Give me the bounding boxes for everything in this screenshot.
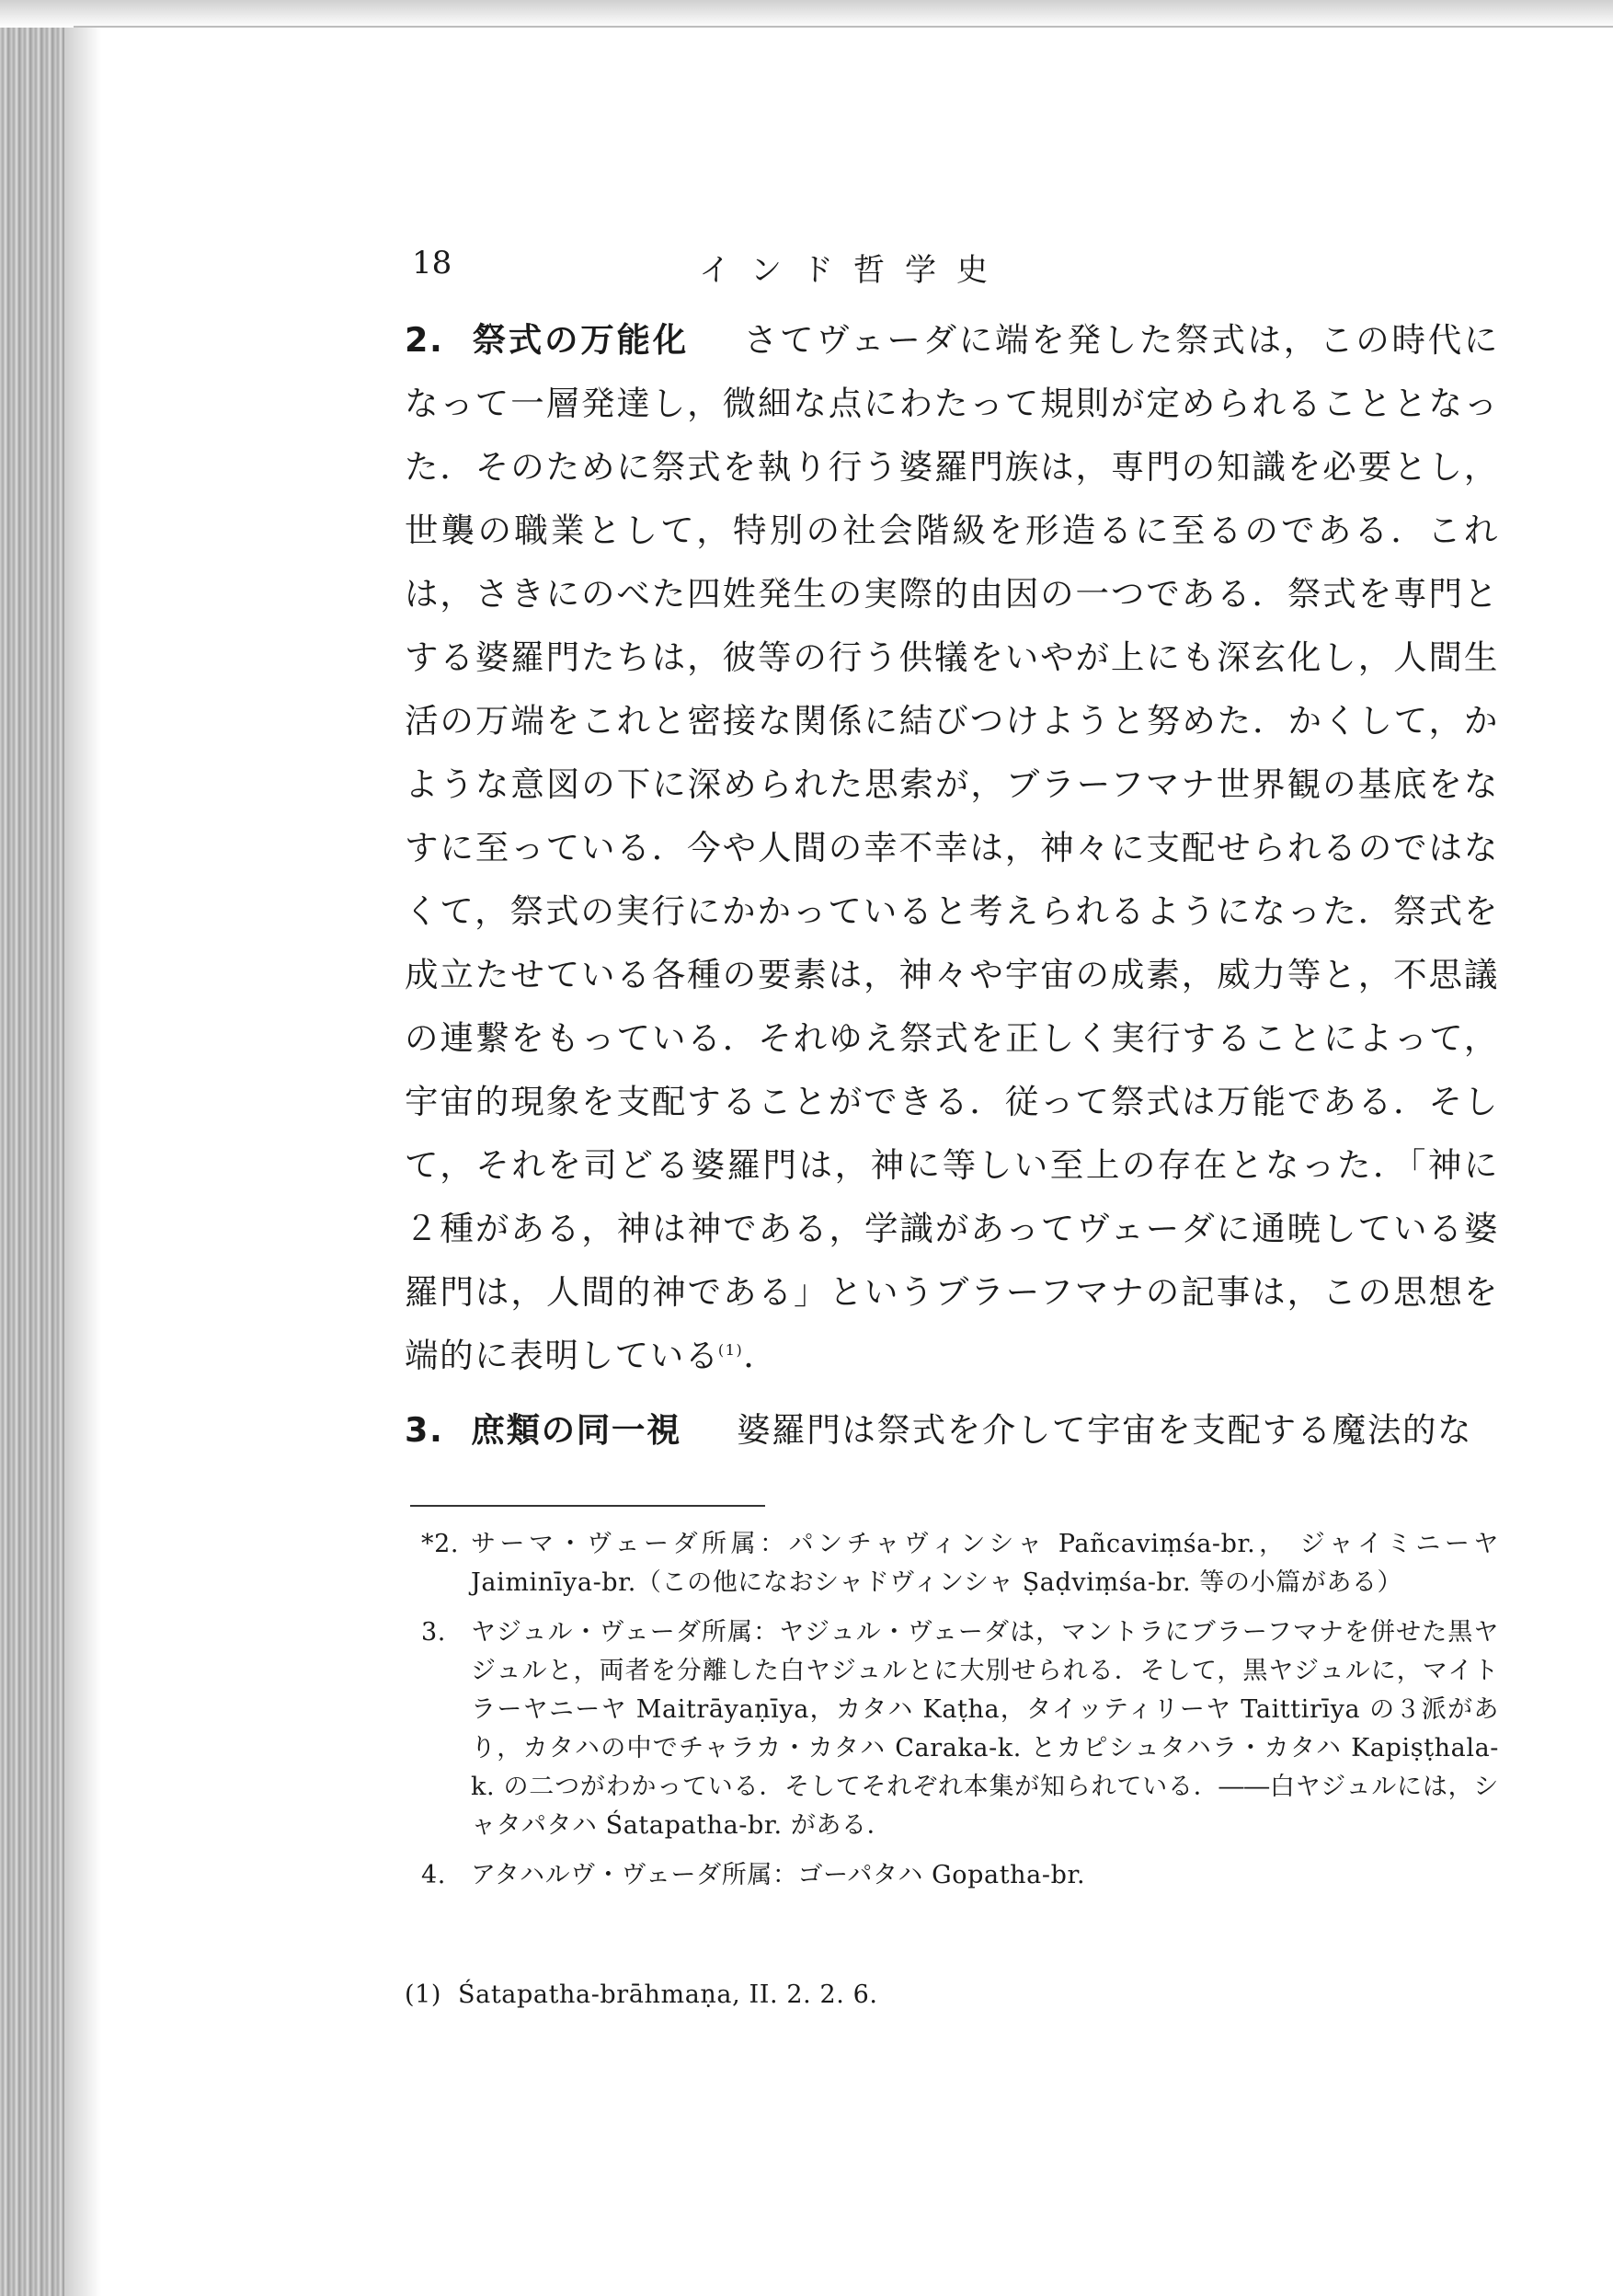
section-2 [405,308,1499,1387]
scan-edge-left [0,0,64,2296]
note-text: アタハルヴ・ヴェーダ所属：ゴーパタハ Gopatha-br. [471,1861,1086,1889]
notes-block [405,1525,1499,1906]
scan-edge-top-line [74,26,1613,28]
running-head: インド哲学史 [699,252,1008,289]
footnote-ref-1[interactable]: (1) [717,1340,744,1359]
footnote-1 [405,1980,878,2009]
note-item [405,1856,1499,1895]
note-number: 4. [421,1861,446,1889]
note-text: サーマ・ヴェーダ所属：パンチャヴィンシャ Pañcaviṃśa-br.， ジャイミニーヤ Jaiminīya-br.（この他になおシャドヴィンシャ Ṣaḍviṃśa-br. 等の小篇がある） [471,1530,1499,1597]
section-2-heading [405,320,744,360]
section-2-number: 2. [405,320,444,360]
section-3-text: 婆羅門は祭式を介して宇宙を支配する魔法的な [737,1410,1473,1450]
section-3-number: 3. [405,1410,444,1450]
section-2-text-end: ． [743,1336,779,1375]
section-2-paragraph [405,308,1499,1387]
footnote-rule [410,1505,765,1507]
note-number: *2. [421,1530,460,1558]
note-item [405,1525,1499,1602]
section-2-text: さてヴェーダに端を発した祭式は，この時代になって一層発達し，微細な点にわたって規則が定められることとなった．そのために祭式を執り行う婆羅門族は，専門の知識を必要とし，世襲の職業として，特別の社会階級を形造るに至るのである．これは，さきにのべた四姓発生の実際的由因の一つである．祭式を専門とする婆羅門たちは，彼等の行う供犠をいやが上にも深玄化し，人間生活の万端をこれと密接な関係に結びつけようと努めた．かくして，かような意図の下に深められた思索が，ブラーフマナ世界観の基底をなすに至っている．今や人間の幸不幸は，神々に支配せられるのではなくて，祭式の実行にかかっていると考えられるようになった．祭式を成立たせている各種の要素は，神々や宇宙の成素，威力等と，不思議の連繋をもっている．それゆえ祭式を正しく実行することによって，宇宙的現象を支配することができる．従って祭式は万能である．そして，それを司どる婆羅門は，神に等しい至上の存在となった．「神に２種がある，神は神である，学識があってヴェーダに通暁している婆羅門は，人間的神である」というブラーフマナの記事は，この思想を端的に表明している [405,320,1499,1375]
scan-edge-top [0,0,1613,28]
footnote-1-number: (1) [405,1980,442,2009]
section-3-title: 庶類の同一視 [471,1410,682,1450]
section-2-title: 祭式の万能化 [471,320,689,360]
note-text: ヤジュル・ヴェーダ所属：ヤジュル・ヴェーダは，マントラにブラーフマナを併せた黒ヤジュルと，両者を分離した白ヤジュルとに大別せられる．そして，黒ヤジュルに，マイトラーヤニーヤ Maitrāyaṇīya，カタハ Kaṭha，タイッティリーヤ Taittirīya の３派があり，カタハの中でチャラカ・カタハ Caraka-k. とカピシュタハラ・カタハ Kapiṣṭhala-k. の二つがわかっている．そしてそれぞれ本集が知られている．――白ヤジュルには，シャタパタハ Śatapatha-br. がある． [471,1618,1499,1840]
section-3-heading [405,1410,737,1450]
page-number: 18 [412,245,452,281]
scan-edge-shadow [64,0,101,2296]
footnote-1-text: Śatapatha-brāhmaṇa, II. 2. 2. 6. [458,1980,878,2009]
note-number: 3. [421,1618,446,1647]
note-item [405,1613,1499,1845]
section-3 [405,1398,1499,1462]
